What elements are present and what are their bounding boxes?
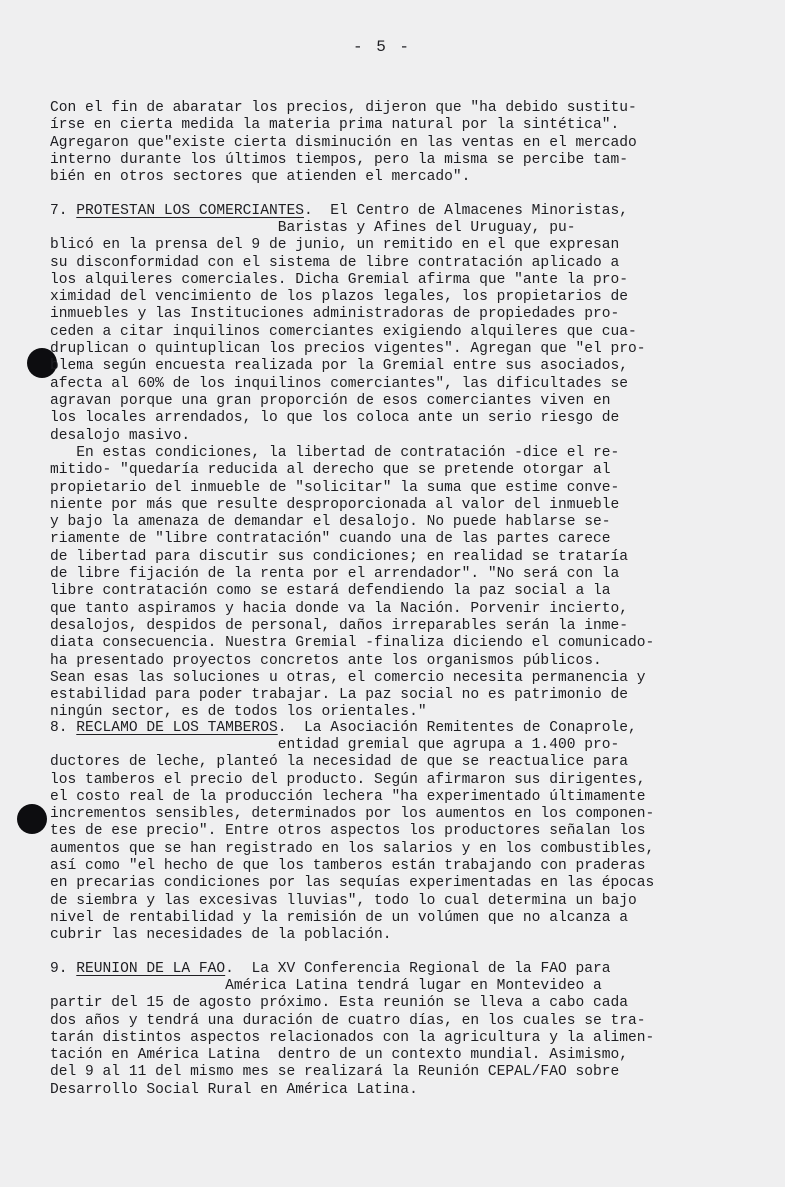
- intro-paragraph: Con el fin de abaratar los precios, dijeron que "ha debido sustitu- írse en cierta medida la materia prima natural por la sintética". Agregaron que"existe cierta disminución en las ventas en el mercado interno durante los últimos tiempos, pero la misma se percibe tam- bién en otros sectores que atienden el mercado".: [50, 100, 637, 186]
- section-7-first-line: . El Centro de Almacenes Minoristas,: [303, 203, 629, 219]
- section-8-heading-line: [50, 720, 758, 737]
- section-9-heading: REUNION DE LA FAO: [76, 961, 226, 977]
- section-7-paragraph-2: En estas condiciones, la libertad de contratación -dice el re- mitido- "quedaría reducida al derecho que se pretende otorgar al propietario del inmueble de "solicitar" la suma que estime conve- niente por más que resulte desproporcionada al valor del inmueble y bajo la amenaza de demandar el desalojo. No puede hablarse se- riamente de "libre contratación" cuando una de las partes carece de libertad para discutir sus condiciones; en realidad se trataría de libre fijación de la renta por el arrendador". "No será con la libre contratación como se estará defendiendo la paz social a la que tanto aspiramos y hacia donde va la Nación. Porvenir incierto, desalojos, despidos de personal, daños irreparables serán la inme- diata consecuencia. Nuestra Gremial -finaliza diciendo el comunicado- ha presentado proyectos concretos ante los organismos públicos. Sean esas las soluciones u otras, el comercio necesita permanencia y estabilidad para poder trabajar. La paz social no es patrimonio de ningún sector, es de todos los orientales.": [50, 445, 655, 721]
- punch-hole-bottom: [17, 804, 47, 834]
- section-9-number: 9.: [50, 961, 68, 977]
- section-7-heading-line: [50, 203, 758, 220]
- section-9-first-line: . La XV Conferencia Regional de la FAO para: [225, 961, 611, 977]
- section-8-body: entidad gremial que agrupa a 1.400 pro- ductores de leche, planteó la necesidad de que se reactualice para los tamberos el precio del producto. Según afirmaron sus dirigentes, el costo real de la producción lechera "ha experimentado últimamente incrementos sensibles, determinados por los aumentos en los componen- tes de ese precio". Entre otros aspectos los productores señalan los aumentos que se han registrado en los salarios y en los combustibles, así como "el hecho de que los tamberos están trabajando con praderas en precarias condiciones por las sequías experimentadas en las épocas de siembra y las excesivas lluvias", todo lo cual determina un bajo nivel de rentabilidad y la remisión de un volúmen que no alcanza a cubrir las necesidades de la población.: [50, 737, 655, 944]
- page-number: - 5 -: [353, 38, 412, 56]
- section-7-heading: PROTESTAN LOS COMERCIANTES: [76, 203, 304, 219]
- section-8-number: 8.: [50, 720, 68, 736]
- section-9-heading-line: [50, 961, 758, 978]
- section-7-body: Baristas y Afines del Uruguay, pu- blicó en la prensa del 9 de junio, un remitido en el que expresan su disconformidad con el sistema de libre contratación aplicado a los alquileres comerciales. Dicha Gremial afirma que "ante la pro- ximidad del vencimiento de los plazos legales, los propietarios de inmuebles y las Instituciones administradoras de propiedades pro- ceden a citar inquilinos comerciantes exigiendo alquileres que cua- druplican o quintuplican los precios vigentes". Agregan que "el pro- blema según encuesta realizada por la Gremial entre sus asociados, afecta al 60% de los inquilinos comerciantes", las dificultades se agravan porque una gran proporción de esos comerciantes viven en los locales arrendados, lo que los coloca ante un serio riesgo de desalojo masivo.: [50, 220, 646, 444]
- section-8-heading: RECLAMO DE LOS TAMBEROS: [76, 720, 278, 736]
- section-8-first-line: . La Asociación Remitentes de Conaprole,: [277, 720, 637, 736]
- section-9-body: América Latina tendrá lugar en Montevideo a partir del 15 de agosto próximo. Esta reunión se lleva a cabo cada dos años y tendrá una duración de cuatro días, en los cuales se tra- tarán distintos aspectos relacionados con la agricultura y la alimen- tación en América Latina dentro de un contexto mundial. Asimismo, del 9 al 11 del mismo mes se realizará la Reunión CEPAL/FAO sobre Desarrollo Social Rural en América Latina.: [50, 978, 655, 1098]
- section-7-number: 7.: [50, 203, 68, 219]
